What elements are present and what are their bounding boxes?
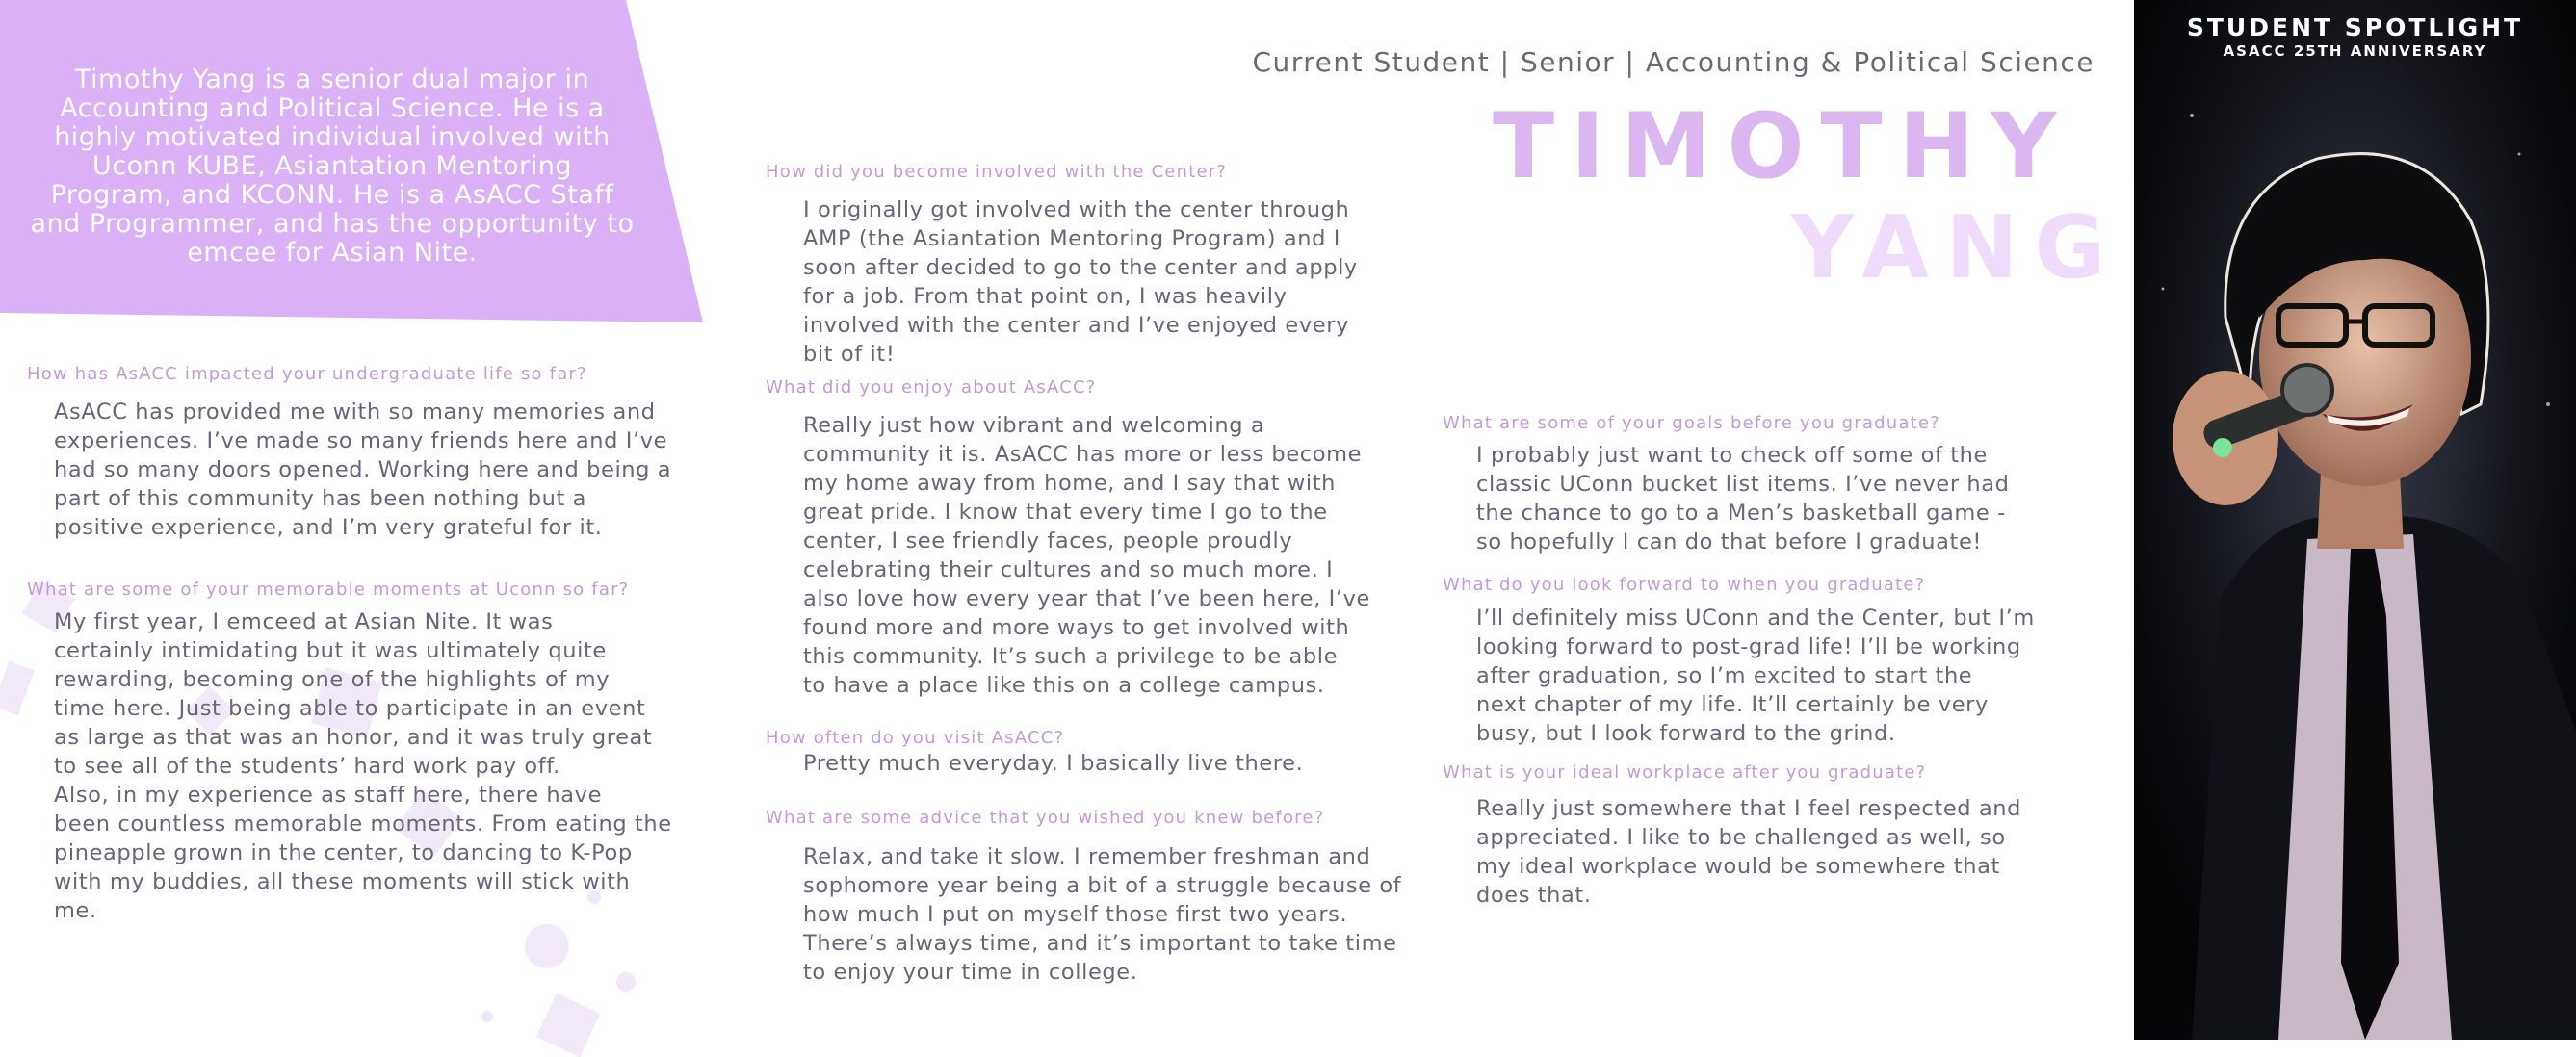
answer-forward: I’ll definitely miss UConn and the Center, but I’m looking forward to post-grad life! I’ll be working after graduation, so I’m excited to start the next chapter of my life. It’ll certainly be very busy, but I look forward to the grind. [1476, 606, 2035, 746]
question-forward: What do you look forward to when you graduate? [1443, 575, 1926, 595]
question-memorable: What are some of your memorable moments at Uconn so far? [27, 580, 630, 600]
student-photo-illustration [2134, 0, 2576, 1040]
answer-workplace: Really just somewhere that I feel respected and appreciated. I like to be challenged as well, so my ideal workplace would be somewhere that does that. [1476, 796, 2022, 908]
student-subtitle: Current Student | Senior | Accounting & Political Science [1252, 46, 2095, 78]
answer-goals: I probably just want to check off some of the classic UConn bucket list items. I’ve never had the chance to go to a Men’s basketball game - so hopefully I can do that before I graduate! [1476, 443, 2010, 554]
decorative-shape [0, 661, 35, 716]
last-name: YANG [1791, 197, 2122, 298]
first-name: TIMOTHY [1493, 94, 2073, 199]
answer-visit: Pretty much everyday. I basically live there. [803, 751, 1304, 776]
decorative-shape [481, 1011, 493, 1022]
answer-advice: Relax, and take it slow. I remember freshman and sophomore year being a bit of a struggle because of how much I put on myself those first two years. There’s always time, and it’s important to take time to enjoy your time in college. [803, 844, 1402, 985]
spotlight-subtitle: ASACC 25TH ANNIVERSARY [2223, 42, 2487, 60]
question-workplace: What is your ideal workplace after you graduate? [1443, 762, 1927, 783]
question-visit: How often do you visit AsACC? [766, 728, 1065, 748]
answer-impact: AsACC has provided me with so many memories and experiences. I’ve made so many friends here and I’ve had so many doors opened. Working here and being a part of this community has been nothing but a positive experience, and I’m very grateful for it. [54, 400, 672, 540]
spotlight-title: STUDENT SPOTLIGHT [2186, 13, 2524, 41]
decorative-shape [525, 924, 569, 968]
decorative-shape [616, 972, 636, 992]
decorative-shape [536, 993, 600, 1057]
student-photo [2134, 0, 2576, 1040]
question-goals: What are some of your goals before you graduate? [1443, 413, 1940, 433]
question-involved: How did you become involved with the Center? [766, 162, 1228, 182]
answer-involved: I originally got involved with the center through AMP (the Asiantation Mentoring Program) and I soon after decided to go to the center and apply for a job. From that point on, I was heavily involved with the center and I’ve enjoyed every bit of it! [803, 197, 1358, 367]
question-advice: What are some advice that you wished you knew before? [766, 808, 1325, 828]
question-impact: How has AsACC impacted your undergraduate life so far? [27, 364, 587, 384]
answer-enjoy: Really just how vibrant and welcoming a community it is. AsACC has more or less become my home away from home, and I say that with great pride. I know that every time I go to the center, I see friendly faces, people proudly celebrating their cultures and so much more. I also love how every year that I’ve been here, I’ve found more and more ways to get involved with this community. It’s such a privilege to be able to have a place like this on a college campus. [803, 413, 1370, 698]
intro-text: Timothy Yang is a senior dual major in Accounting and Political Science. He is a highly motivated individual involved with Uconn KUBE, Asiantation Mentoring Program, and KCONN. He is a AsACC Staff and Programmer, and has the opportunity to emcee for Asian Nite. [30, 64, 635, 268]
question-enjoy: What did you enjoy about AsACC? [766, 377, 1097, 398]
answer-memorable: My first year, I emceed at Asian Nite. It was certainly intimidating but it was ultimately quite rewarding, becoming one of the highlights of my time here. Just being able to participate in an event as large as that was an honor, and it was truly great to see all of the students’ hard work pay off. Also, in my experience as staff here, there have been countless memorable moments. From eating the pineapple grown in the center, to dancing to K-Pop with my buddies, all these moments will stick with me. [54, 609, 672, 923]
